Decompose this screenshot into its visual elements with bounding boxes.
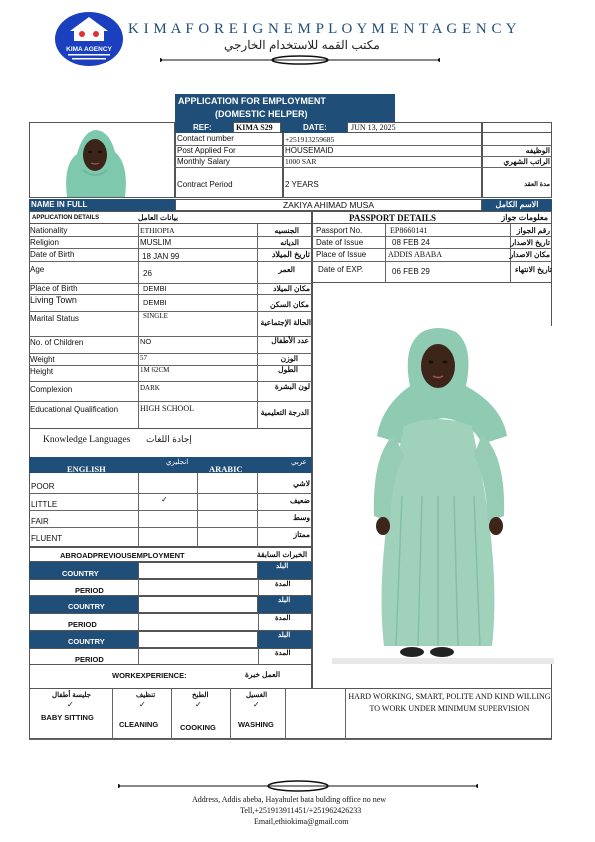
- issue-date-label: Date of Issue: [316, 238, 364, 247]
- english-label: ENGLISH: [67, 464, 106, 474]
- ref-label: REF:: [175, 122, 233, 133]
- skill-cooking-check: ✓: [195, 700, 202, 709]
- header-divider: [160, 55, 440, 65]
- dob-label: Date of Birth: [30, 250, 75, 259]
- issue-date-value: 08 FEB 24: [392, 238, 430, 247]
- complexion-arabic: لون البشرة: [274, 382, 310, 391]
- footer-address: Address, Addis abeba, Hayahulet bata bulding office no new: [192, 795, 387, 804]
- religion-arabic: الديانه: [280, 238, 299, 247]
- abroad-title-arabic: الخبرات السابقة: [257, 550, 308, 559]
- languages-header: [29, 457, 312, 473]
- level-fair: FAIR: [31, 517, 49, 526]
- marital-status-value: SINGLE: [143, 312, 168, 320]
- english-little-check: ✓: [161, 495, 168, 504]
- skill-cleaning-label: CLEANING: [119, 720, 159, 729]
- post-applied-value: HOUSEMAID: [285, 146, 334, 155]
- period-label-1: PERIOD: [75, 586, 104, 595]
- skill-washing-label: WASHING: [238, 720, 274, 729]
- work-experience-label: WORKEXPERIENCE:: [112, 671, 187, 680]
- level-poor: POOR: [31, 482, 55, 491]
- footer-tel: Tell,+251913911451/+251962426233: [240, 806, 362, 815]
- marital-status-arabic: الحالة الإجتماعية: [260, 318, 311, 327]
- abroad-title: ABROADPREVIOUSEMPLOYMENT: [60, 551, 185, 560]
- education-arabic: الدرجة التعليمية: [260, 408, 309, 417]
- svg-text:KIMA AGENCY: KIMA AGENCY: [66, 46, 112, 53]
- skill-cleaning-check: ✓: [139, 700, 146, 709]
- passport-no-label: Passport No.: [316, 226, 363, 235]
- skill-babysitting-label: BABY SITTING: [41, 713, 94, 722]
- post-applied-arabic: الوظيفه: [525, 146, 550, 155]
- languages-title-arabic: إجادة اللغات: [146, 434, 192, 444]
- level-little: LITTLE: [31, 500, 58, 509]
- work-experience-row: [29, 665, 312, 689]
- ref-value: KIMA S29: [233, 122, 281, 133]
- languages-frame: [29, 429, 312, 547]
- expiry-label: Date of EXP.: [318, 265, 364, 274]
- period-arabic-2: المدة: [275, 615, 291, 622]
- salary-value: 1000 SAR: [285, 157, 317, 166]
- level-fluent-arabic: ممتاز: [293, 530, 310, 539]
- arabic-arabic: عربي: [291, 459, 307, 466]
- skill-cooking-label: COOKING: [180, 723, 216, 732]
- children-arabic: عدد الأطفال: [271, 336, 309, 345]
- applicant-face-photo: [53, 124, 137, 197]
- application-details-arabic: بيانات العامل: [138, 213, 179, 222]
- passport-title: PASSPORT DETAILS: [349, 213, 436, 223]
- contact-number-value: +251913259685: [285, 135, 335, 144]
- agency-name-arabic: مكتب القمه للاستخدام الخارجي: [224, 38, 380, 52]
- work-experience-arabic: العمل خبرة: [245, 670, 281, 679]
- level-little-arabic: ضعيف: [289, 496, 310, 505]
- children-label: No. of Children: [30, 338, 84, 347]
- skill-cleaning-arabic: تنظيف: [136, 692, 156, 699]
- form-title-line1: APPLICATION FOR EMPLOYMENT: [178, 96, 326, 106]
- religion-label: Religion: [30, 238, 59, 247]
- education-value: HIGH SCHOOL: [140, 404, 194, 413]
- living-town-label: Living Town: [30, 295, 77, 305]
- country-label-2: COUNTRY: [68, 602, 105, 611]
- remarks: HARD WORKING, SMART, POLITE AND KIND WILLING TO WORK UNDER MINIMUM SUPERVISION: [348, 692, 551, 713]
- country-arabic-3: البلد: [278, 632, 291, 639]
- children-value: NO: [140, 337, 152, 346]
- skill-cooking-arabic: الطبخ: [192, 692, 209, 699]
- expiry-value: 06 FEB 29: [392, 267, 430, 276]
- education-label: Educational Qualification: [30, 405, 119, 414]
- country-arabic-1: البلد: [276, 563, 289, 570]
- salary-arabic: الراتب الشهري: [503, 157, 550, 166]
- level-fair-arabic: وسط: [292, 513, 310, 522]
- living-town-value: DEMBI: [143, 298, 167, 307]
- period-label-2: PERIOD: [68, 620, 97, 629]
- application-details-label: APPLICATION DETAILS: [32, 215, 100, 221]
- nationality-arabic: الجنسيه: [274, 226, 299, 235]
- age-label: Age: [30, 265, 45, 274]
- languages-title: Knowledge Languages: [43, 435, 131, 445]
- living-town-arabic: مكان السكن: [270, 300, 309, 309]
- country-label-3: COUNTRY: [68, 637, 105, 646]
- country-label-1: COUNTRY: [62, 569, 99, 578]
- issue-date-arabic: تاريخ الاصدار: [510, 238, 550, 247]
- footer-email: Email,ethiokima@gmail.com: [254, 817, 349, 826]
- applicant-full-photo: [332, 326, 554, 664]
- contract-period-label: Contract Period: [177, 180, 233, 189]
- post-applied-label: Post Applied For: [177, 146, 236, 155]
- country-arabic-2: البلد: [278, 597, 291, 604]
- level-poor-arabic: لاشي: [293, 479, 310, 488]
- level-fluent: FLUENT: [31, 534, 63, 543]
- complexion-value: DARK: [140, 384, 160, 392]
- dob-arabic: تاريخ الميلاد: [271, 250, 310, 259]
- skill-babysitting-check: ✓: [67, 700, 74, 709]
- contract-period-arabic: مدة العقد: [524, 181, 550, 188]
- name-value: ZAKIYA AHIMAD MUSA: [175, 199, 482, 211]
- form-title: [175, 94, 395, 122]
- passport-no-value: EP8660141: [390, 226, 428, 235]
- application-details-header: [29, 211, 312, 224]
- height-value: 1M 62CM: [140, 366, 170, 374]
- weight-label: Weight: [30, 355, 55, 364]
- dob-value: 18 JAN 99: [142, 252, 180, 261]
- period-label-3: PERIOD: [75, 655, 104, 664]
- date-label: DATE:: [281, 122, 347, 133]
- marital-status-label: Marital Status: [30, 314, 79, 323]
- arabic-label: ARABIC: [209, 464, 243, 474]
- place-of-birth-value: DEMBI: [143, 284, 167, 293]
- skill-washing-check: ✓: [253, 700, 260, 709]
- agency-name: K I M A F O R E I G N E M P L O Y M E N T A G E N C Y: [128, 21, 518, 37]
- contract-period-value: 2 YEARS: [285, 180, 319, 189]
- expiry-arabic: تاريخ الانتهاء: [515, 265, 552, 274]
- issue-place-arabic: مكان الاصدار: [509, 250, 550, 259]
- agency-logo: [54, 11, 124, 67]
- height-arabic: الطول: [278, 365, 298, 374]
- issue-place-label: Place of Issue: [316, 250, 367, 259]
- skill-washing-arabic: الغسيل: [246, 692, 268, 699]
- skill-babysitting-arabic: جليسة أطفال: [52, 692, 91, 699]
- ref-empty: [482, 122, 552, 133]
- nationality-value: ETHIOPIA: [140, 226, 175, 235]
- salary-label: Monthly Salary: [177, 157, 230, 166]
- name-label: NAME IN FULL: [29, 199, 175, 211]
- form-title-line2: (DOMESTIC HELPER): [215, 109, 308, 119]
- complexion-label: Complexion: [30, 385, 73, 394]
- place-of-birth-arabic: مكان الميلاد: [273, 284, 310, 293]
- issue-place-value: ADDIS ABABA: [388, 250, 443, 259]
- height-label: Height: [30, 367, 54, 376]
- period-arabic-1: المدة: [275, 581, 291, 588]
- footer-divider: [118, 780, 478, 792]
- weight-arabic: الوزن: [280, 354, 298, 363]
- period-arabic-3: المدة: [275, 650, 291, 657]
- place-of-birth-label: Place of Birth: [30, 284, 78, 293]
- date-value: JUN 13, 2025: [347, 122, 482, 133]
- english-arabic: انجليزي: [166, 459, 189, 466]
- weight-value: 57: [140, 354, 147, 362]
- name-arabic: الاسم الكامل: [482, 199, 552, 211]
- contact-number-label: Contact number: [177, 134, 234, 143]
- passport-title-arabic: معلومات جواز: [501, 213, 548, 222]
- nationality-label: Nationality: [30, 226, 68, 235]
- abroad-header: [29, 547, 312, 562]
- age-arabic: العمر: [278, 265, 295, 274]
- age-value: 26: [143, 269, 152, 278]
- passport-no-arabic: رقم الجواز: [516, 226, 550, 235]
- religion-value: MUSLIM: [140, 238, 172, 247]
- passport-header: [312, 211, 552, 224]
